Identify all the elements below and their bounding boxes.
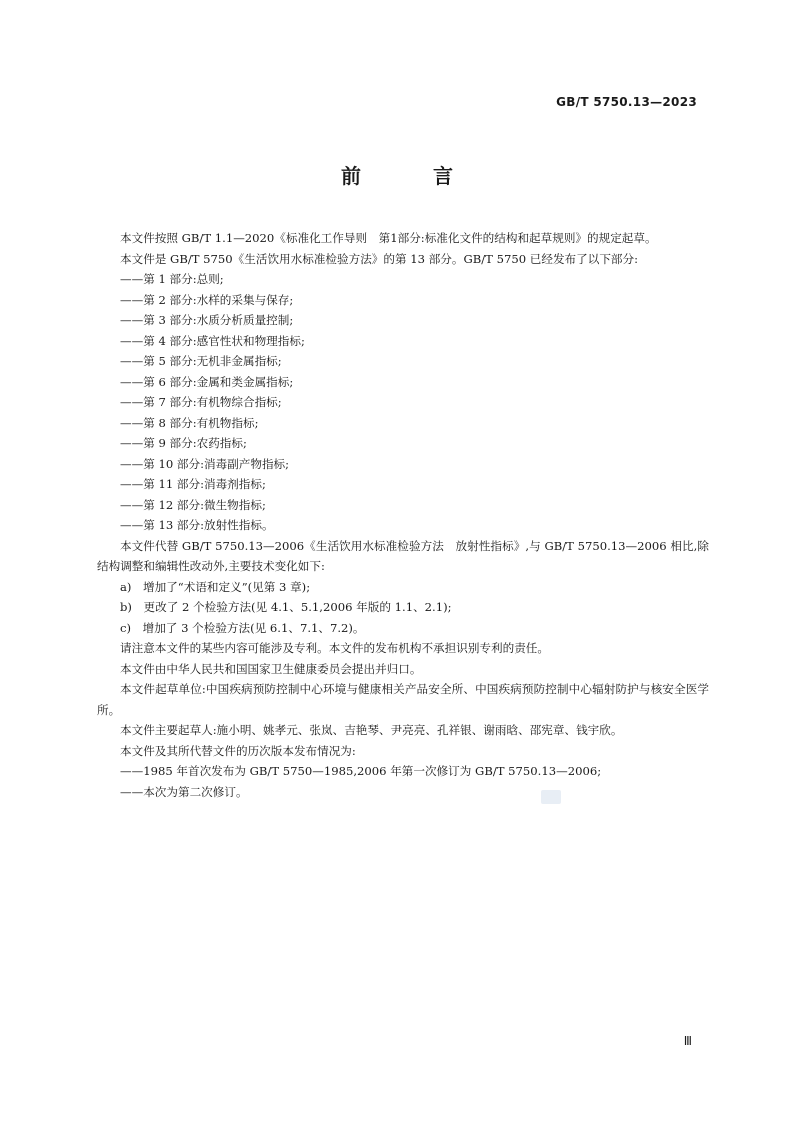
- parts-list: [97, 269, 709, 536]
- list-item: ——1985 年首次发布为 GB/T 5750—1985,2006 年第一次修订为 GB/T 5750.13—2006;: [120, 764, 602, 778]
- list-item: ——第 10 部分:消毒副产物指标;: [120, 456, 290, 471]
- paragraph-proposer: 本文件由中华人民共和国国家卫生健康委员会提出并归口。: [120, 661, 422, 676]
- list-item: ——第 1 部分:总则;: [120, 272, 224, 286]
- paragraph-drafting-rules: 本文件按照 GB/T 1.1—2020《标准化工作导则 第1部分:标准化文件的结构和起草规则》的规定起草。: [120, 231, 657, 245]
- list-item: ——本次为第二次修订。: [120, 784, 248, 799]
- paragraph-patent: 请注意本文件的某些内容可能涉及专利。本文件的发布机构不承担识别专利的责任。: [120, 641, 549, 655]
- list-item: b) 更改了 2 个检验方法(见 4.1、5.1,2006 年版的 1.1、2.1);: [120, 600, 452, 614]
- paragraph-history-intro: 本文件及其所代替文件的历次版本发布情况为:: [120, 743, 356, 758]
- foreword-body: [97, 228, 709, 802]
- page-title: 前 言: [341, 164, 479, 188]
- list-item: ——第 12 部分:微生物指标;: [120, 497, 266, 512]
- list-item: ——第 8 部分:有机物指标;: [120, 415, 259, 430]
- changes-list: [97, 577, 709, 639]
- history-list: [97, 761, 709, 802]
- list-item: ——第 2 部分:水样的采集与保存;: [120, 292, 294, 307]
- list-item: ——第 13 部分:放射性指标。: [120, 518, 274, 532]
- paragraph-drafters: 本文件主要起草人:施小明、姚孝元、张岚、吉艳琴、尹亮亮、孔祥银、谢雨晗、邵宪章、钱宇欣。: [120, 723, 623, 737]
- list-item: c) 增加了 3 个检验方法(见 6.1、7.1、7.2)。: [120, 620, 365, 635]
- paragraph-drafting-units: 本文件起草单位:中国疾病预防控制中心环境与健康相关产品安全所、中国疾病预防控制中心辐射防护与核安全医学所。: [97, 682, 709, 717]
- watermark-badge: [541, 790, 561, 804]
- list-item: ——第 5 部分:无机非金属指标;: [120, 354, 282, 368]
- list-item: ——第 7 部分:有机物综合指标;: [120, 395, 282, 409]
- list-item: a) 增加了“术语和定义”(见第 3 章);: [120, 579, 311, 594]
- list-item: ——第 9 部分:农药指标;: [120, 436, 247, 450]
- paragraph-replaces: 本文件代替 GB/T 5750.13—2006《生活饮用水标准检验方法 放射性指标》,与 GB/T 5750.13—2006 相比,除结构调整和编辑性改动外,主要技术变化如下:: [97, 538, 709, 573]
- list-item: ——第 3 部分:水质分析质量控制;: [120, 313, 294, 327]
- standard-number: GB/T 5750.13—2023: [556, 95, 697, 109]
- list-item: ——第 11 部分:消毒剂指标;: [120, 477, 266, 491]
- paragraph-series: 本文件是 GB/T 5750《生活饮用水标准检验方法》的第 13 部分。GB/T 5750 已经发布了以下部分:: [120, 251, 639, 266]
- page-number: Ⅲ: [683, 1034, 692, 1048]
- list-item: ——第 4 部分:感官性状和物理指标;: [120, 333, 305, 348]
- list-item: ——第 6 部分:金属和类金属指标;: [120, 374, 294, 389]
